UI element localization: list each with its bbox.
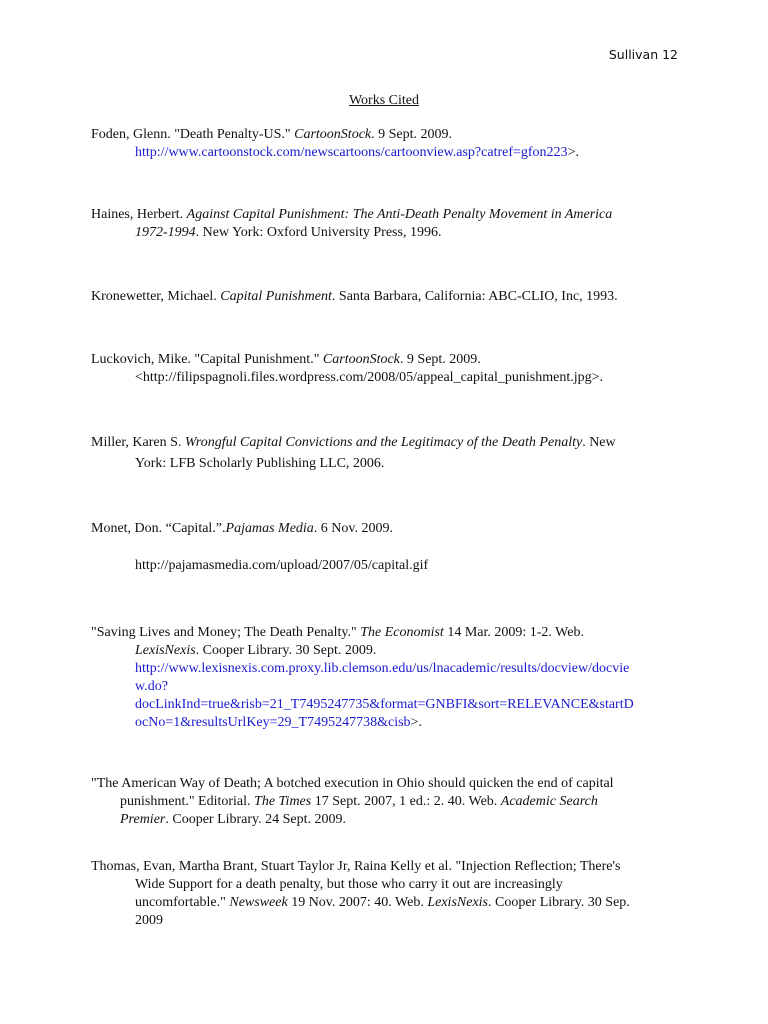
citation-url-link[interactable]: docLinkInd=true&risb=21_T7495247735&format=GNBFI&sort=RELEVANCE&startD <box>135 697 634 712</box>
citation-line: http://www.cartoonstock.com/newscartoons/cartoonview.asp?catref=gfon223>. <box>135 145 579 160</box>
citation-url-link[interactable]: ocNo=1&resultsUrlKey=29_T7495247738&cisb <box>135 715 411 730</box>
citation-line: Haines, Herbert. Against Capital Punishment: The Anti-Death Penalty Movement in America <box>91 207 613 222</box>
citation-url-link[interactable]: http://www.lexisnexis.com.proxy.lib.clemson.edu/us/lnacademic/results/docview/docvie <box>135 661 630 676</box>
citation-american-way <box>91 775 691 829</box>
citation-kronewetter <box>91 288 691 306</box>
citation-line: Premier. Cooper Library. 24 Sept. 2009. <box>120 812 347 827</box>
citation-line: "The American Way of Death; A botched execution in Ohio should quicken the end of capital <box>91 776 614 791</box>
citation-line: ocNo=1&resultsUrlKey=29_T7495247738&cisb>. <box>135 715 422 730</box>
citation-foden <box>91 126 691 162</box>
citation-miller <box>91 432 691 474</box>
citation-saving-lives <box>91 624 691 732</box>
citation-line: http://pajamasmedia.com/upload/2007/05/capital.gif <box>135 558 429 573</box>
citation-line: <http://filipspagnoli.files.wordpress.com/2008/05/appeal_capital_punishment.jpg>. <box>135 370 603 385</box>
citation-url-link[interactable]: w.do? <box>135 679 168 694</box>
citation-luckovich <box>91 351 691 387</box>
citation-line: Miller, Karen S. Wrongful Capital Convictions and the Legitimacy of the Death Penalty. New <box>91 435 616 450</box>
citation-url-link[interactable]: http://www.cartoonstock.com/newscartoons/cartoonview.asp?catref=gfon223 <box>135 145 568 160</box>
citation-monet-url <box>91 557 691 575</box>
citation-line: Monet, Don. “Capital.”.Pajamas Media. 6 Nov. 2009. <box>91 521 393 536</box>
citation-line: LexisNexis. Cooper Library. 30 Sept. 2009. <box>135 643 377 658</box>
citation-thomas <box>91 858 691 930</box>
citation-line: Foden, Glenn. "Death Penalty-US." CartoonStock. 9 Sept. 2009. <box>91 127 453 142</box>
page-header: Sullivan 12 <box>608 47 678 62</box>
citation-line: punishment." Editorial. The Times 17 Sept. 2007, 1 ed.: 2. 40. Web. Academic Search <box>120 794 598 809</box>
citation-line: 1972-1994. New York: Oxford University Press, 1996. <box>135 225 442 240</box>
citation-line: 2009 <box>135 913 163 928</box>
citation-line: York: LFB Scholarly Publishing LLC, 2006. <box>135 456 385 471</box>
citation-line: Thomas, Evan, Martha Brant, Stuart Taylor Jr, Raina Kelly et al. "Injection Reflection; There's <box>91 859 621 874</box>
citation-line: Kronewetter, Michael. Capital Punishment. Santa Barbara, California: ABC-CLIO, Inc, 1993. <box>91 289 618 304</box>
citation-line: Wide Support for a death penalty, but those who carry it out are increasingly <box>135 877 563 892</box>
citation-monet <box>91 520 691 538</box>
citation-line: "Saving Lives and Money; The Death Penalty." The Economist 14 Mar. 2009: 1-2. Web. <box>91 625 584 640</box>
citation-haines <box>91 206 691 242</box>
citation-line: uncomfortable." Newsweek 19 Nov. 2007: 40. Web. LexisNexis. Cooper Library. 30 Sep. <box>135 895 630 910</box>
page-title: Works Cited <box>348 93 420 108</box>
citation-line: Luckovich, Mike. "Capital Punishment." CartoonStock. 9 Sept. 2009. <box>91 352 481 367</box>
